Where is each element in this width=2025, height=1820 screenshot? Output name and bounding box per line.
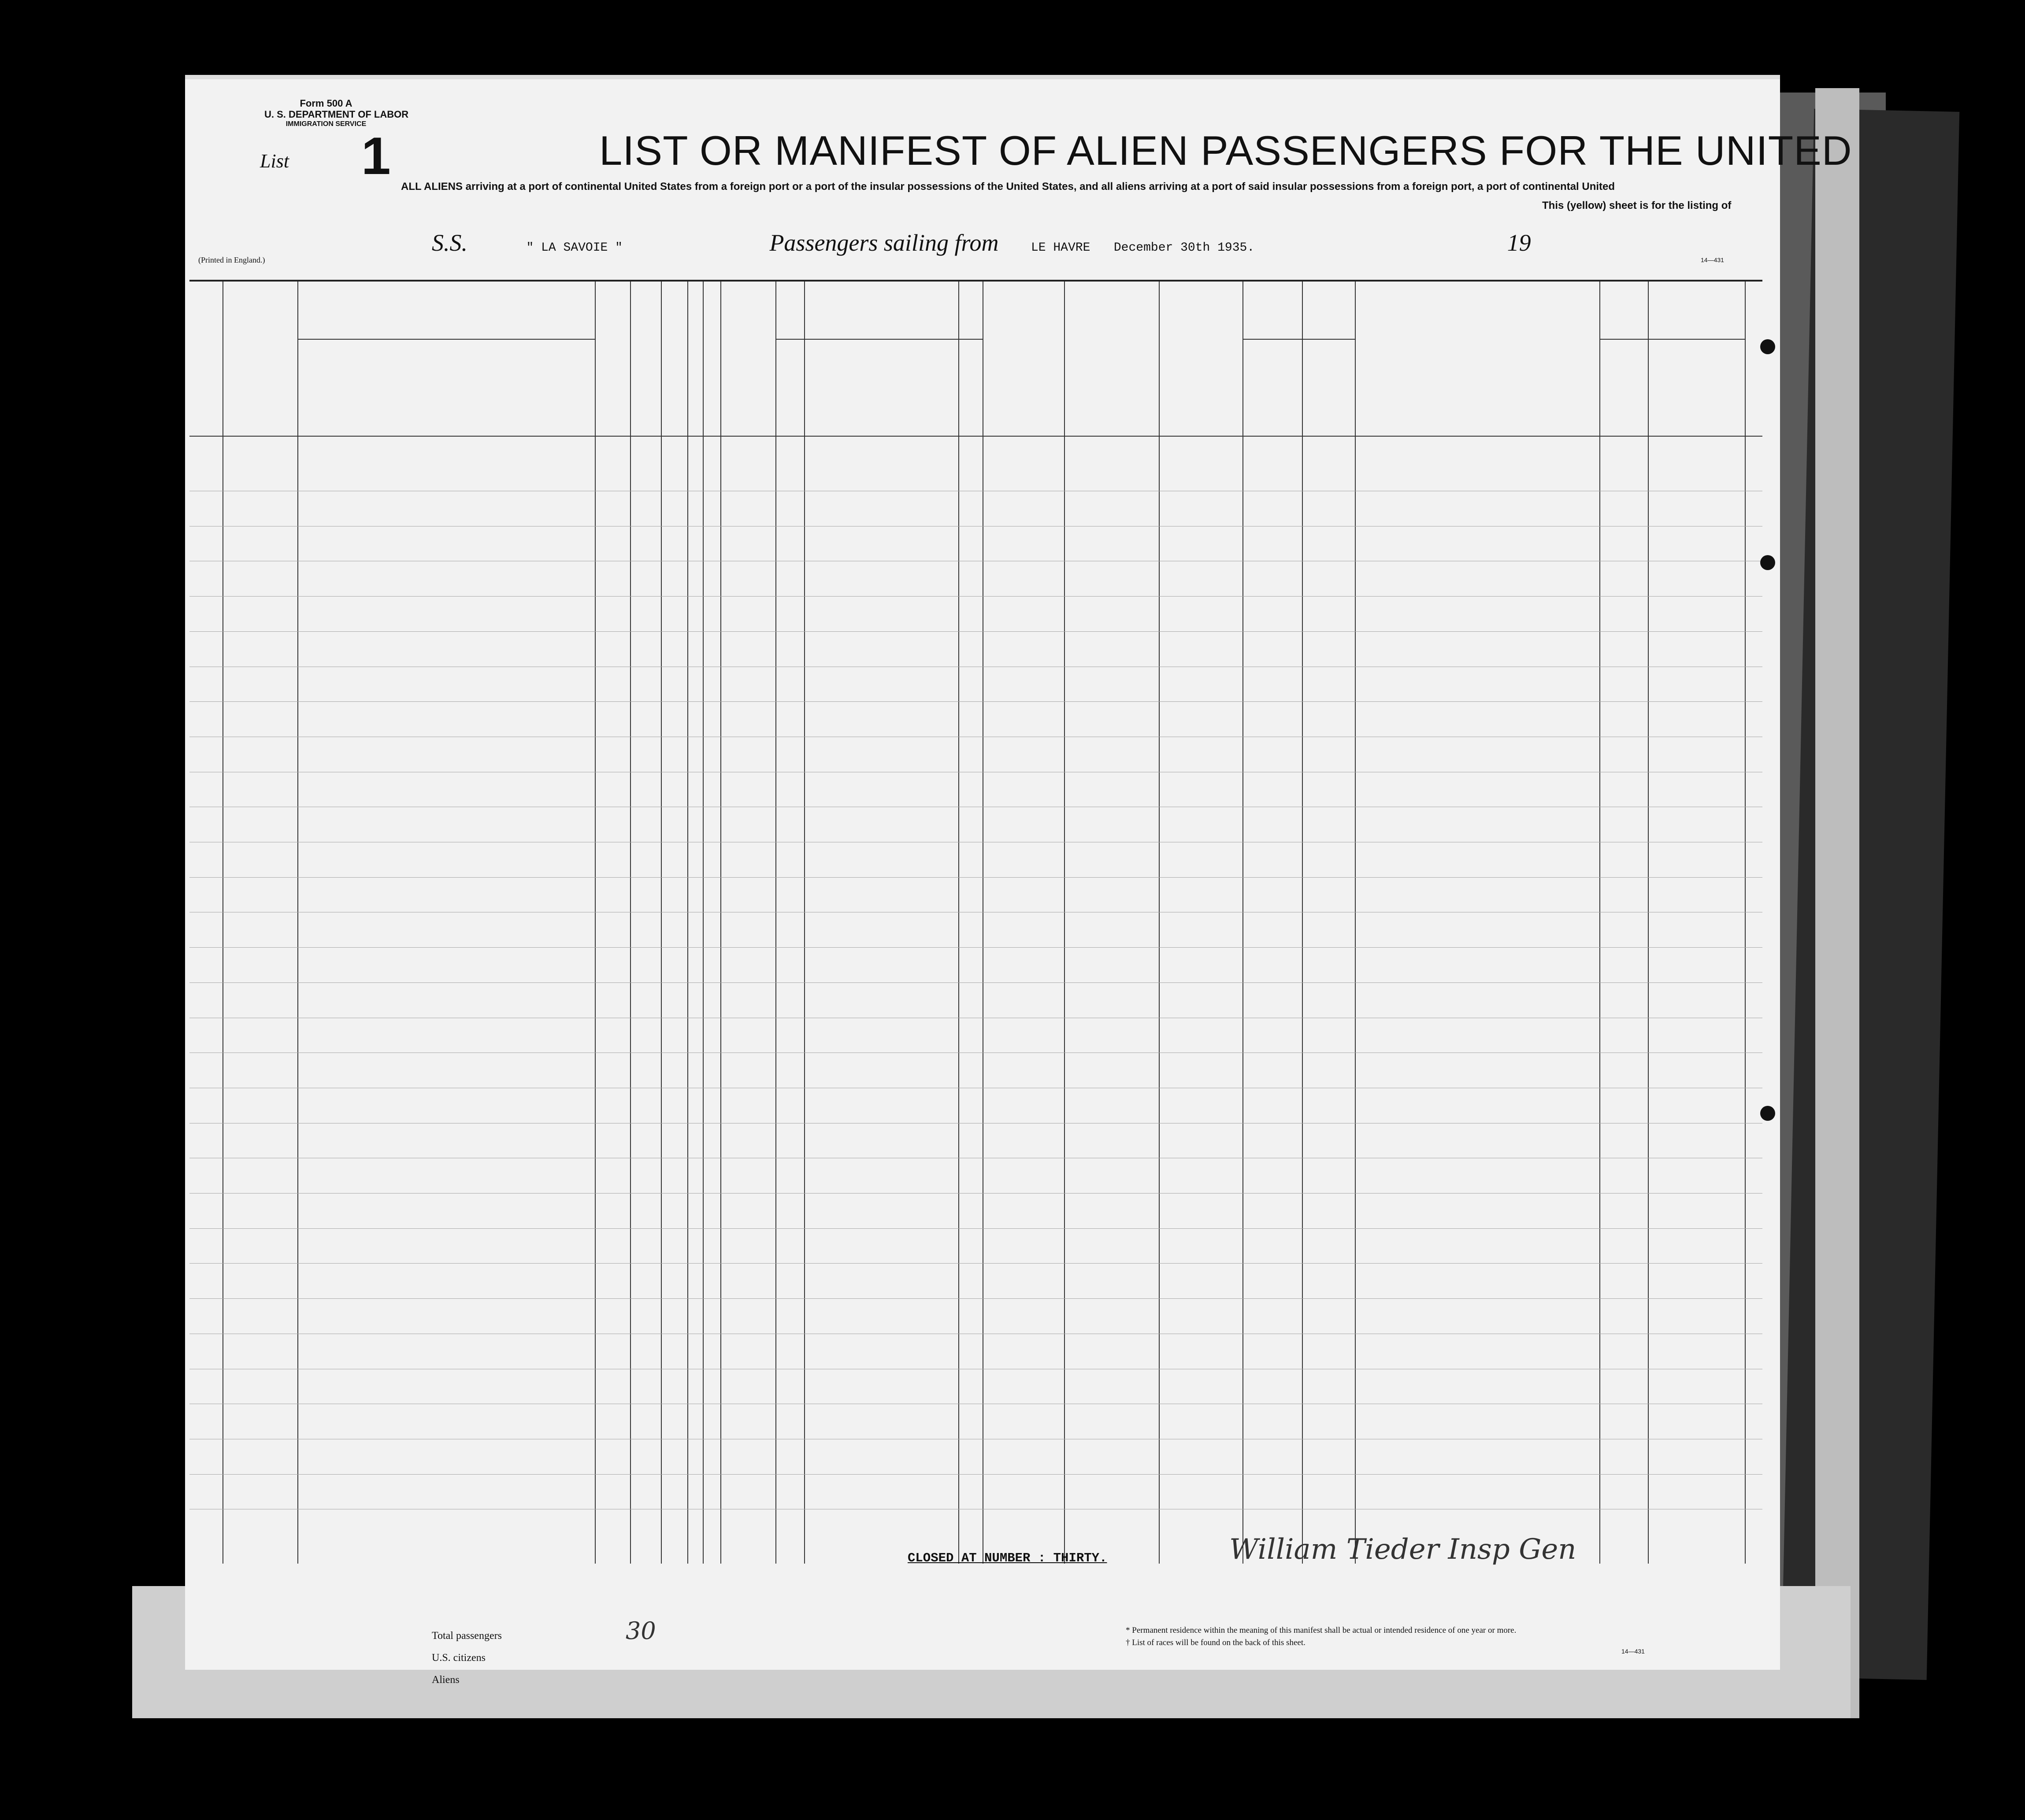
column-rule [1355,282,1356,1564]
voyage-line [432,229,1531,256]
column-rule [720,282,721,1564]
notice-line-2: This (yellow) sheet is for the listing of [1542,200,1732,211]
punch-hole [1760,339,1775,354]
passenger-table [189,280,1762,1594]
column-rule [687,282,688,1564]
row-rule [189,701,1762,702]
column-rule [804,282,805,1564]
punch-hole [1760,1106,1775,1121]
column-rule [703,282,704,1564]
column-rule [1159,282,1160,1564]
row-rule [189,982,1762,983]
column-rule [1242,282,1243,1564]
column-rule [1302,282,1303,1564]
row-rule [189,1298,1762,1299]
column-rule [1745,282,1746,1564]
column-rule [775,282,776,1564]
aliens-label: Aliens [432,1674,460,1686]
column-rule [630,282,631,1564]
column-rule [297,282,298,1564]
sailing-date: December 30th 1935. [1113,241,1255,255]
inspector-signature: William Tieder Insp Gen [1229,1533,1576,1566]
row-rule [189,631,1762,632]
sailing-port: LE HAVRE [1031,241,1090,255]
service: IMMIGRATION SERVICE [286,120,367,128]
form-code-top: 14—431 [1701,256,1724,263]
form-number: Form 500 A [300,98,352,109]
header-rule [189,436,1762,437]
ship-name: " LA SAVOIE " [526,241,623,255]
column-rule [661,282,662,1564]
column-rule [958,282,959,1564]
header-rule [297,339,595,340]
ss-label: S.S. [432,230,467,256]
footnote-residence: * Permanent residence within the meaning of this manifest shall be actual or intended residence of one year or more. [1126,1626,1517,1635]
footnote-races: † List of races will be found on the back of this sheet. [1126,1638,1305,1647]
column-rule [595,282,596,1564]
department: U. S. DEPARTMENT OF LABOR [264,109,409,120]
form-identifier [264,98,409,128]
row-rule [189,596,1762,597]
manifest-sheet [185,75,1852,1686]
sailing-label: Passengers sailing from [769,230,999,256]
row-rule [189,1263,1762,1264]
us-citizens-label: U.S. citizens [432,1652,486,1664]
header-rule [1242,339,1355,340]
punch-hole [1760,555,1775,570]
column-rule [1599,282,1600,1564]
row-rule [189,947,1762,948]
total-passengers-label: Total passengers [432,1630,502,1642]
underlying-sheet-edge [1815,88,1859,1718]
header-rule [1599,339,1745,340]
header-rule [775,339,983,340]
notice-line-1: ALL ALIENS arriving at a port of continental United States from a foreign port or a port of the insular possessions of the United States, and all aliens arriving at a port of said insular possessions from a foreign port, a port of continental United [401,181,1615,193]
column-rule [1648,282,1649,1564]
page-title: LIST OR MANIFEST OF ALIEN PASSENGERS FOR THE UNITED [599,127,1852,174]
row-rule [189,1474,1762,1475]
list-number: 1 [361,126,391,185]
column-rule [1064,282,1065,1564]
list-label: List [260,150,289,172]
printed-in: (Printed in England.) [198,256,265,264]
year-label: 19 [1507,230,1531,256]
sheet-top-edge [185,75,1780,79]
row-rule [189,1193,1762,1194]
form-code-bottom: 14—431 [1621,1648,1645,1655]
total-passengers-value: 30 [626,1617,656,1645]
row-rule [189,1228,1762,1229]
closed-at-number: CLOSED AT NUMBER : THIRTY. [908,1551,1107,1565]
row-rule [189,877,1762,878]
